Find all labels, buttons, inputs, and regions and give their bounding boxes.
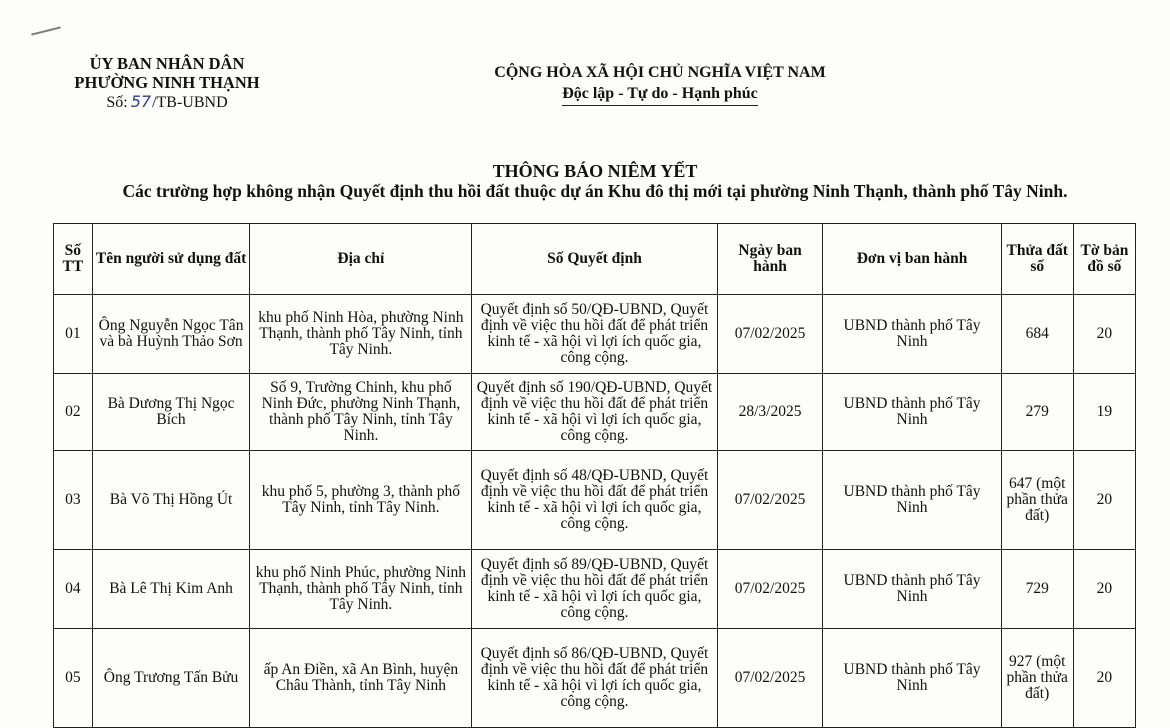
national-motto: Độc lập - Tự do - Hạnh phúc [562,83,758,106]
row-number: 02 [54,374,93,451]
country-name: CỘNG HÒA XÃ HỘI CHỦ NGHĨA VIỆT NAM [494,64,826,81]
decision-number: Quyết định số 86/QĐ-UBND, Quyết định về việc thu hồi đất để phát triển kinh tế - xã hội vì lợi ích quốc gia, công cộng. [472,629,717,728]
land-user-name: Ông Trương Tấn Bửu [92,629,250,728]
decision-number: Quyết định số 48/QĐ-UBND, Quyết định về việc thu hồi đất để phát triển kinh tế - xã hội vì lợi ích quốc gia, công cộng. [472,451,717,550]
land-parcel-number: 279 [1001,374,1073,451]
document-subtitle: Các trường hợp không nhận Quyết định thu hồi đất thuộc dự án Khu đô thị mới tại phường Ninh Thạnh, thành phố Tây Ninh. [122,181,1068,201]
issue-date: 07/02/2025 [717,451,823,550]
document-number-prefix: Số: [106,94,128,111]
land-user-name: Ông Nguyễn Ngọc Tân và bà Huỳnh Thảo Sơn [92,295,250,374]
land-parcel-number: 927 (một phần thửa đất) [1001,629,1073,728]
land-parcel-number: 684 [1001,295,1073,374]
issue-date: 07/02/2025 [717,295,823,374]
header-cell: Tờ bản đồ số [1073,224,1135,295]
table-row [54,451,1136,550]
decision-number: Quyết định số 190/QĐ-UBND, Quyết định về việc thu hồi đất để phát triển kinh tế - xã hội vì lợi ích quốc gia, công cộng. [472,374,717,451]
header-cell: Tên người sử dụng đất [92,224,250,295]
address: khu phố Ninh Hòa, phường Ninh Thạnh, thành phố Tây Ninh, tỉnh Tây Ninh. [250,295,472,374]
address: Số 9, Trường Chinh, khu phố Ninh Đức, phường Ninh Thạnh, thành phố Tây Ninh, tỉnh Tây Ninh. [250,374,472,451]
address: ấp An Điền, xã An Bình, huyện Châu Thành, tỉnh Tây Ninh [250,629,472,728]
issuing-unit: UBND thành phố Tây Ninh [823,295,1001,374]
table-row [54,374,1136,451]
row-number: 05 [54,629,93,728]
header-cell: Số Quyết định [472,224,717,295]
issuing-unit: UBND thành phố Tây Ninh [823,451,1001,550]
table-header-row [54,224,1136,295]
map-sheet-number: 20 [1073,550,1135,629]
land-parcel-number: 647 (một phần thửa đất) [1001,451,1073,550]
issue-date: 07/02/2025 [717,629,823,728]
land-parcel-number: 729 [1001,550,1073,629]
decision-number: Quyết định số 89/QĐ-UBND, Quyết định về việc thu hồi đất để phát triển kinh tế - xã hội vì lợi ích quốc gia, công cộng. [472,550,717,629]
address: khu phố 5, phường 3, thành phố Tây Ninh, tỉnh Tây Ninh. [250,451,472,550]
header-cell: Địa chỉ [250,224,472,295]
map-sheet-number: 20 [1073,451,1135,550]
document-title: THÔNG BÁO NIÊM YẾT [492,161,698,181]
row-number: 01 [54,295,93,374]
address: khu phố Ninh Phúc, phường Ninh Thạnh, thành phố Tây Ninh, tỉnh Tây Ninh. [250,550,472,629]
issuer-header [40,54,294,112]
land-user-name: Bà Võ Thị Hồng Út [92,451,250,550]
issuer-line-2: PHƯỜNG NINH THẠNH [74,73,260,92]
issuing-unit: UBND thành phố Tây Ninh [823,550,1001,629]
pen-stroke-mark [31,26,61,35]
map-sheet-number: 19 [1073,374,1135,451]
header-cell: Ngày ban hành [717,224,823,295]
row-number: 04 [54,550,93,629]
document-number [40,92,294,112]
table-row [54,295,1136,374]
issue-date: 28/3/2025 [717,374,823,451]
issuing-unit: UBND thành phố Tây Ninh [823,629,1001,728]
header-cell: Thửa đất số [1001,224,1073,295]
table-row [54,550,1136,629]
document-number-handwritten: 57 [130,92,152,111]
table-row [54,629,1136,728]
issuing-unit: UBND thành phố Tây Ninh [823,374,1001,451]
national-header [460,62,860,106]
issuer-line-1: ỦY BAN NHÂN DÂN [89,54,245,73]
header-cell: Số TT [54,224,93,295]
land-user-name: Bà Dương Thị Ngọc Bích [92,374,250,451]
decision-number: Quyết định số 50/QĐ-UBND, Quyết định về việc thu hồi đất để phát triển kinh tế - xã hội vì lợi ích quốc gia, công cộng. [472,295,717,374]
header-cell: Đơn vị ban hành [823,224,1001,295]
document-number-suffix: /TB-UBND [152,94,228,111]
issue-date: 07/02/2025 [717,550,823,629]
land-user-name: Bà Lê Thị Kim Anh [92,550,250,629]
map-sheet-number: 20 [1073,629,1135,728]
map-sheet-number: 20 [1073,295,1135,374]
row-number: 03 [54,451,93,550]
notice-table [53,223,1136,728]
